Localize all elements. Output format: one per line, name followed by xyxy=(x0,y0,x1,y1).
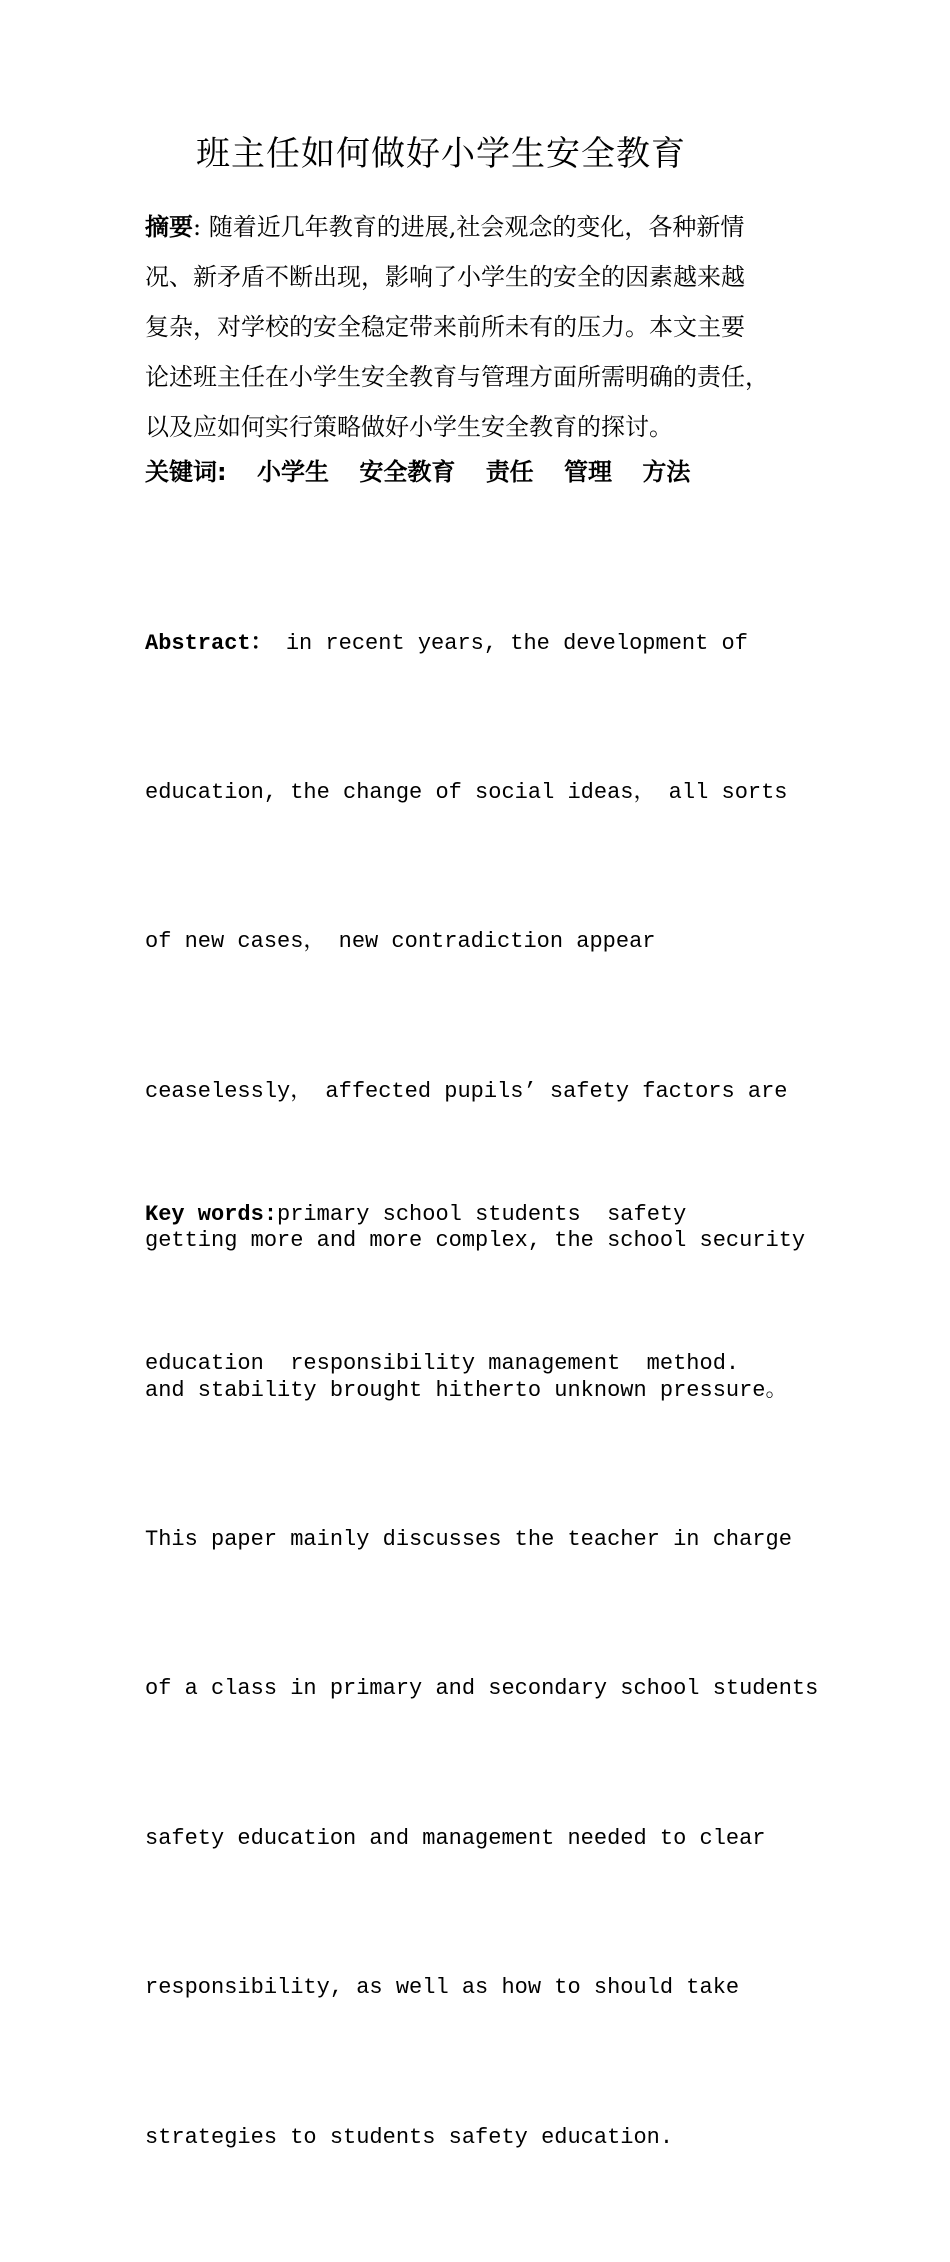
chinese-abstract-line: 复杂，对学校的安全稳定带来前所未有的压力。本文主要 xyxy=(145,313,745,341)
english-keywords-label: Key words: xyxy=(145,1201,278,1227)
english-keywords-line: education responsibility management method. xyxy=(145,1350,740,1376)
english-abstract-line: safety education and management needed to clear xyxy=(145,1825,766,1851)
english-keywords-line xyxy=(145,1190,845,1240)
chinese-abstract xyxy=(145,202,810,452)
english-abstract-line: of a class in primary and secondary school students xyxy=(145,1676,819,1702)
english-abstract-line: education, the change of social ideas， all sorts xyxy=(145,779,788,805)
chinese-abstract-line: 论述班主任在小学生安全教育与管理方面所需明确的责任， xyxy=(145,363,769,391)
english-abstract-line xyxy=(145,619,845,669)
chinese-abstract-line: 以及应如何实行策略做好小学生安全教育的探讨。 xyxy=(145,413,673,441)
document-title: 班主任如何做好小学生安全教育 xyxy=(196,134,686,174)
english-abstract-text: in recent years, the development of xyxy=(272,630,748,656)
english-abstract-line: of new cases， new contradiction appear xyxy=(145,929,656,955)
chinese-abstract-line xyxy=(145,202,810,252)
chinese-keywords-label: 关键词: xyxy=(145,458,227,486)
chinese-keyword: 责任 xyxy=(485,458,534,486)
english-abstract-label: Abstract： xyxy=(145,630,273,656)
english-abstract-line: strategies to students safety education. xyxy=(145,2124,674,2150)
english-keywords xyxy=(145,1090,845,1488)
chinese-keyword: 安全教育 xyxy=(359,458,456,486)
chinese-keyword: 管理 xyxy=(564,458,613,486)
chinese-abstract-label: 摘要 xyxy=(145,212,193,241)
english-abstract-line: responsibility, as well as how to should take xyxy=(145,1975,740,2001)
chinese-keywords xyxy=(145,450,690,494)
chinese-keyword: 方法 xyxy=(642,458,691,486)
english-abstract-line: and stability brought hitherto unknown pressure。 xyxy=(145,1377,788,1403)
english-abstract-line: ceaselessly， affected pupils’ safety factors are xyxy=(145,1078,788,1104)
english-keywords-text: primary school students safety xyxy=(277,1201,687,1227)
english-abstract-line: This paper mainly discusses the teacher in charge xyxy=(145,1526,792,1552)
chinese-abstract-line: 况、新矛盾不断出现，影响了小学生的安全的因素越来越 xyxy=(145,263,745,291)
chinese-keyword: 小学生 xyxy=(256,458,329,486)
english-abstract-line: getting more and more complex, the school security xyxy=(145,1228,806,1254)
chinese-abstract-text: : 随着近几年教育的进展,社会观念的变化，各种新情 xyxy=(193,213,745,241)
